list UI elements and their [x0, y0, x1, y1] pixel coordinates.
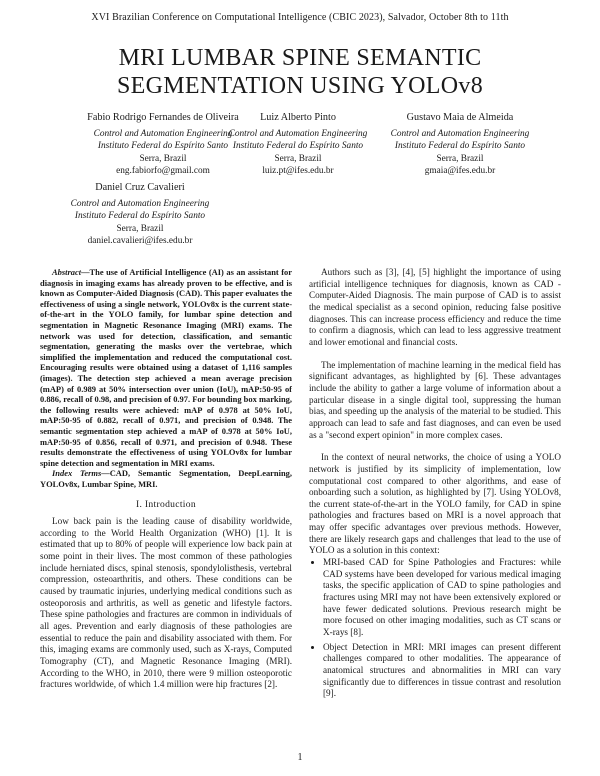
author-department: Control and Automation Engineering	[390, 128, 530, 139]
challenge-list	[309, 557, 561, 700]
author-email: eng.fabiorfo@gmail.com	[116, 166, 210, 176]
author-location: Serra, Brazil	[116, 223, 164, 234]
conference-header: XVI Brazilian Conference on Computational Intelligence (CBIC 2023), Salvador, October 8th to 11th	[91, 12, 509, 23]
author-name: Gustavo Maia de Almeida	[406, 112, 514, 123]
index-terms	[40, 468, 292, 489]
right-paragraph-2: The implementation of machine learning in the medical field has significant advantages, as highlighted by [6]. These advantages include the ability to gather a large volume of information about a particular disease in a single digital tool, suppressing the human bias, and speeding up the analysis of the material to be studied. This approach can lead to safe and fast diagnoses, and can even be used as a "second expert opinion" in more complex cases.	[309, 359, 561, 440]
author-block-3	[380, 112, 540, 178]
author-name: Luiz Alberto Pinto	[260, 112, 336, 123]
author-department: Control and Automation Engineering	[70, 198, 210, 209]
author-block-4	[55, 182, 225, 248]
abstract-label: Abstract	[52, 267, 82, 277]
list-item: • Object Detection in MRI: MRI images can present different challenges compared to other modalities. The appearance of anatomical structures and abnormalities in MRI can vary significantly due to differences in tissue contrast and resolution [9].	[323, 642, 561, 700]
right-paragraph-1: Authors such as [3], [4], [5] highlight the importance of using artificial intelligence techniques for diagnosis, known as CAD - Computer-Aided Diagnosis. The main purpose of CAD is to assist the medical specialist as a second opinion, reducing false positive diagnoses. This can increase process efficiency and reduce the time to confirm a diagnosis, which can lead to less aggressive treatment and lower emotional and financial costs.	[309, 267, 561, 347]
left-column	[40, 267, 292, 691]
author-email: gmaia@ifes.edu.br	[424, 166, 496, 176]
author-institution: Instituto Federal do Espírito Santo	[74, 211, 206, 221]
author-institution: Instituto Federal do Espírito Santo	[232, 141, 364, 151]
author-block-2	[223, 112, 373, 178]
right-paragraph-3: In the context of neural networks, the choice of using a YOLO network is justified by its simplicity of implementation, low computational cost compared to other algorithms, and ease of onboarding such a solution, as highlighted by [7]. Using YOLOv8, the current state-of-the-art in the YOLO family, for CAD in spine pathologies and fractures based on MRI is a novel approach that may offer specific advantages over previous methods. However, there are likely research gaps and challenges that lead to the use of YOLO as a solution in this context:	[309, 452, 561, 556]
list-item: • MRI-based CAD for Spine Pathologies and Fractures: while CAD systems have been developed for various medical imaging tasks, the specific application of CAD to spine pathologies and fractures using MRI may not have been extensively explored or have fewer dedicated solutions. Previous research might be more focused on other imaging modalities, such as CT scans or X-rays [8].	[323, 557, 561, 639]
author-email: luiz.pt@ifes.edu.br	[262, 166, 334, 176]
section-heading-introduction: I. Introduction	[136, 499, 196, 511]
abstract-text: —The use of Artificial Intelligence (AI) as an assistant for diagnosis in imaging exams has already proven to be effective, and is known as Computer-Aided Diagnosis (CAD). This paper evaluates the effectiveness of using a single network, YOLOv8x is the current state-of-the-art in the YOLO family, for lumbar spine detection and segmentation in Magnetic Resonance Imaging (MRI) exams. The network was used for detection, classification, and semantic segmentation, generating the masks over the vertebrae, which simplified the implementation and reduced the computational cost. Encouraging results were obtained using a dataset of 1,116 samples (images). The detection step achieved a mean average precision (mAP) of 0.989 at 50% intersection over union (IoU), mAP:50-95 of 0.886, recall of 0.98, and precision of 0.97. For bounding box marking, the following results were achieved: mAP of 0.978 at 50% IoU, mAP:50-95 of 0.882, recall of 0.971, and precision of 0.948. The semantic segmentation step achieved a mAP of 0.978 at 50% IoU, mAP:50-95 of 0.856, recall of 0.971, and precision of 0.948. These results demonstrate the effectiveness of using YOLOv8x for lumbar spine detection and segmentation in MRI exams.	[40, 267, 292, 468]
author-institution: Instituto Federal do Espírito Santo	[394, 141, 526, 151]
author-location: Serra, Brazil	[436, 153, 484, 164]
index-terms-text: —CAD, Semantic Segmentation, DeepLearning, YOLOv8x, Lumbar Spine, MRI.	[40, 468, 292, 489]
author-institution: Instituto Federal do Espírito Santo	[97, 141, 229, 151]
title-line-2: SEGMENTATION USING YOLOv8	[117, 73, 483, 99]
intro-paragraph: Low back pain is the leading cause of disability worldwide, according to the World Health Organization (WHO) [1]. It is estimated that up to 80% of people will experience low back pain at some point in their lives. The most common of these pathologies include herniated discs, spinal stenosis, spondylolisthesis, vertebral compression, osteoarthritis, and others. These conditions can be caused by traumatic injuries, underlying medical conditions such as osteoporosis and arthritis, as well as genetic and lifestyle factors. These spine pathologies and fractures are common in individuals of all ages. Prevention and early diagnosis of these pathologies are essential to reduce the pain and disability associated with them. For this, imaging exams are commonly used, such as X-rays, Computed Tomography (CT), and Magnetic Resonance Imaging (MRI). According to the WHO, in 2010, there were 9 million osteoporotic fractures worldwide, of which 1.4 million were hip fractures [2].	[40, 516, 292, 690]
title-line-1: MRI LUMBAR SPINE SEMANTIC	[118, 45, 482, 71]
author-email: daniel.cavalieri@ifes.edu.br	[87, 236, 193, 246]
author-department: Control and Automation Engineering	[228, 128, 368, 139]
index-terms-label: Index Terms	[52, 468, 102, 479]
page-number: 1	[297, 752, 303, 763]
paper-title	[0, 44, 600, 100]
author-name: Daniel Cruz Cavalieri	[95, 182, 185, 193]
author-department: Control and Automation Engineering	[93, 128, 233, 139]
author-location: Serra, Brazil	[274, 153, 322, 164]
right-column	[309, 267, 561, 703]
author-name: Fabio Rodrigo Fernandes de Oliveira	[87, 112, 239, 123]
abstract	[40, 267, 292, 468]
author-location: Serra, Brazil	[139, 153, 187, 164]
